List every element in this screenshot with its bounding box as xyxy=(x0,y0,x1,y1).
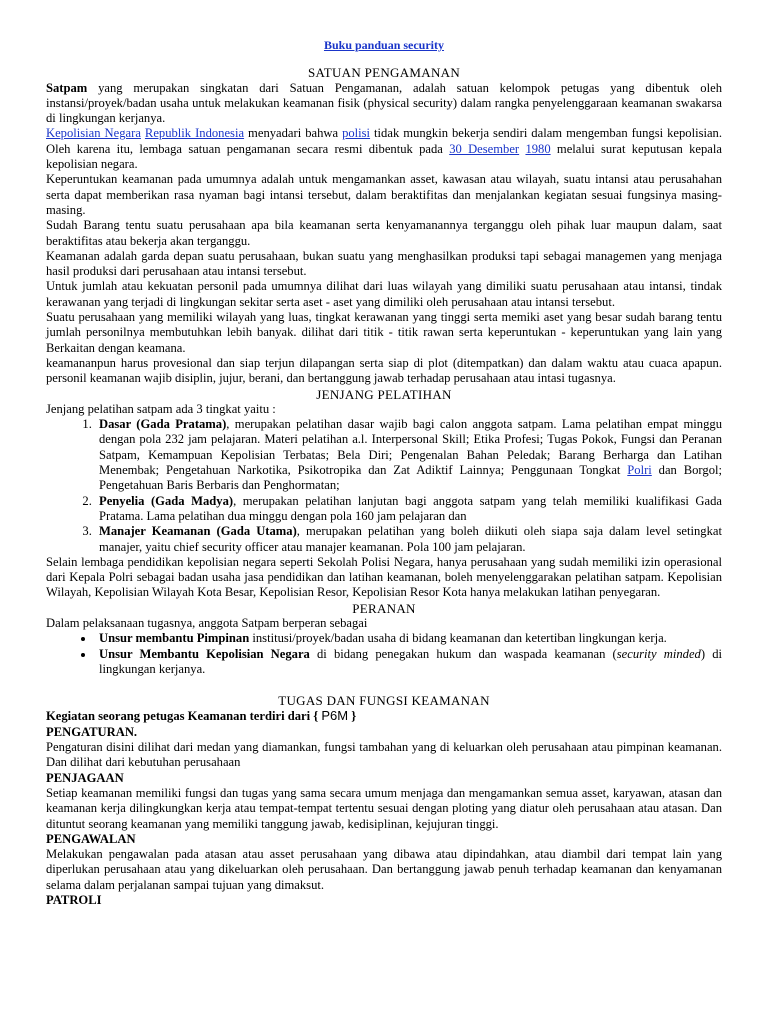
jenjang-intro: Jenjang pelatihan satpam ada 3 tingkat yaitu : xyxy=(46,401,276,416)
link-republik-indonesia[interactable]: Republik Indonesia xyxy=(144,126,245,141)
link-1980[interactable]: 1980 xyxy=(525,141,551,156)
paragraph-kepolisian xyxy=(46,126,722,172)
paragraph-penjagaan: Setiap keamanan memiliki fungsi dan tugas yang sama secara umum menjaga dan mengamankan semua asset, karyawan, atasan dan keamanan kerja dilingkungkan kerja atau tempat-tempat tertentu sesuai dengan ploting yang diatur oleh perusahaan atau atasan. Dan dituntut seorang keamanan yang memiliki tanggung jawab, kedisiplinan, kejujuran tinggi. xyxy=(46,785,722,831)
list-item-unsur-kepolisian xyxy=(95,647,722,678)
list-item-text: institusi/proyek/badan usaha di bidang keamanan dan ketertiban lingkungan kerja. xyxy=(249,631,667,646)
term-security-minded: security minded xyxy=(616,646,701,661)
link-polisi[interactable]: polisi xyxy=(342,126,371,141)
paragraph-sudah-barang: Sudah Barang tentu suatu perusahaan apa bila keamanan serta kenyamanannya terganggu oleh pihak luar maupun dalam, saat beraktifitas atau bekerja akan terganggu. xyxy=(46,218,722,248)
list-item-text: , merupakan pelatihan yang boleh diikuti oleh siapa saja dalam level setingkat manajer, yaitu chief security officer atau manajer keamanan. Pola 100 jam pelajaran. xyxy=(99,524,722,554)
term-unsur-kepolisian: Unsur Membantu Kepolisian Negara xyxy=(99,646,310,661)
paragraph-text: menyadari bahwa xyxy=(244,126,343,141)
tugas-intro-note: P6M xyxy=(321,708,349,724)
list-item-text: , merupakan pelatihan dasar wajib bagi calon anggota satpam. Lama pelatihan empat minggu dengan pola 232 jam pelajaran. Materi pelatihan a.l. Interpersonal Skill; Etika Profesi; Tugas Pokok, Fungsi dan Peranan Satpam, Kemampuan Kepolisian Terbatas; Bela Diri; Pengenalan Bahan Peledak; Barang Berharga dan Latihan Menembak; Pengetahuan Narkotika, Psikotropika dan Zat Adiktif Lainnya; Penggunaan Tongkat xyxy=(99,417,722,478)
paragraph-lembaga-pendidikan: Selain lembaga pendidikan kepolisian negara seperti Sekolah Polisi Negara, hanya perusahaan yang sudah memiliki izin operasional dari Kepala Polri sebagai badan usaha jasa pendidikan dan latihan keamanan, boleh menyelenggarakan pelatihan satpam. Kepolisian Wilayah, Kepolisian Wilayah Kota Besar, Kepolisian Resor, Kepolisian Resor Kota hanya melakukan latihan penyegaran. xyxy=(46,554,722,600)
term-gada-pratama: Dasar (Gada Pratama) xyxy=(99,417,227,432)
paragraph-satpam xyxy=(46,81,722,127)
paragraph-pengawalan: Melakukan pengawalan pada atasan atau asset perusahaan yang dibawa atau dipindahkan, atau diambil dari tempat lain yang diperlukan perusahaan atau yang dikeluarkan oleh perusahaan. Dan bertanggung jawab penuh terhadap keamanan dan kenyamanan selama dalam perjalanan sampai tujuan yang dimaksut. xyxy=(46,847,722,892)
heading-satuan-pengamanan: SATUAN PENGAMANAN xyxy=(307,65,461,81)
tugas-intro-close: } xyxy=(351,709,357,724)
list-item-gada-utama xyxy=(95,524,722,555)
list-item-gada-pratama xyxy=(95,417,722,493)
term-satpam: Satpam xyxy=(46,80,88,95)
paragraph-wilayah-luas: Suatu perusahaan yang memiliki wilayah yang luas, tingkat kerawanan yang tinggi serta memiki aset yang besar sudah barang tentu jumlah personilnya membutuhkan lebih banyak. dilihat dari titik - titik rawan serta keperuntukan - keperuntukan yang lain yang Berkaitan dengan keamana. xyxy=(46,310,722,355)
link-kepolisian-negara[interactable]: Kepolisian Negara xyxy=(46,126,141,141)
paragraph-text: melalui surat keputusan kepala kepolisian negara. xyxy=(46,141,722,172)
paragraph-provesional: keamananpun harus provesional dan siap terjun dilapangan serta siap di plot (ditempatkan) dan dalam waktu atau cuaca apapun. personil keamanan wajib disiplin, jujur, berani, dan bertanggung jawab terhadap perusahaan atau intasi tugasnya. xyxy=(46,355,722,386)
paragraph-text: yang merupakan singkatan dari Satuan Pengamanan, adalah satuan kelompok petugas yang dibentuk oleh instansi/proyek/badan usaha untuk melakukan keamanan fisik (physical security) dalam rangka penyelenggaraan keamanan swakarsa di lingkungan kerjanya. xyxy=(46,80,722,126)
heading-tugas-fungsi: TUGAS DAN FUNGSI KEAMANAN xyxy=(278,693,490,709)
jenjang-list xyxy=(46,417,722,555)
heading-patroli: PATROLI xyxy=(46,893,102,908)
list-item-text: di bidang penegakan hukum dan waspada keamanan ( xyxy=(309,646,617,661)
list-item-unsur-pimpinan xyxy=(95,631,722,646)
term-unsur-pimpinan: Unsur membantu Pimpinan xyxy=(99,631,250,646)
paragraph-keperuntukan: Keperuntukan keamanan pada umumnya adalah untuk mengamankan asset, kawasan atau wilayah, suatu intansi atau perusahahan serta dapat memberikan rasa nyaman bagi intansi tersebut, dalam beraktifitas dan menjalankan kegiatan sesuai fungsinya masing-masing. xyxy=(46,172,722,217)
tugas-intro xyxy=(46,708,722,724)
paragraph-text: tidak mungkin bekerja sendiri dalam mengemban fungsi kepolisian. Oleh karena itu, lembaga satuan pengamanan secara resmi dibentuk pada xyxy=(46,126,723,156)
list-item-text: , merupakan pelatihan lanjutan bagi anggota satpam yang telah memiliki kualifikasi Gada Pratama. Lama pelatihan dua minggu dengan pola 160 jam pelajaran dan xyxy=(99,493,722,523)
paragraph-pengaturan: Pengaturan disini dilihat dari medan yang diamankan, fungsi tambahan yang di keluarkan oleh perusahaan atau pimpinan keamanan. Dan dilihat dari kebutuhan perusahaan xyxy=(46,740,722,770)
title-link[interactable]: Buku panduan security xyxy=(323,38,445,52)
list-item-text: ) di lingkungan kerjanya. xyxy=(99,646,722,676)
tugas-intro-label: Kegiatan seorang petugas Keamanan terdiri dari { xyxy=(46,709,319,724)
paragraph-keamanan-garda: Keamanan adalah garda depan suatu perusahaan, bukan suatu yang menghasilkan produksi tapi sebagai managemen yang menjaga hasil produksi dari perusahaan atau intansi tersebut. xyxy=(46,248,722,279)
term-gada-utama: Manajer Keamanan (Gada Utama) xyxy=(99,524,297,539)
document-title xyxy=(46,38,722,53)
heading-pengaturan: PENGATURAN. xyxy=(46,724,138,739)
link-polri[interactable]: Polri xyxy=(627,463,652,478)
heading-jenjang-pelatihan: JENJANG PELATIHAN xyxy=(316,386,452,402)
paragraph-jumlah-personil: Untuk jumlah atau kekuatan personil pada umumnya dilihat dari luas wilayah yang dimiliki suatu perusahaan atau intansi, tindak kerawanan yang terjadi di lingkungan sekitar serta aset - aset yang dimiliki oleh perusahaan atau intansi tersebut. xyxy=(46,279,722,309)
term-gada-madya: Penyelia (Gada Madya) xyxy=(99,493,234,508)
heading-peranan: PERANAN xyxy=(352,600,416,616)
list-item-text: dan Borgol; Pengetahuan Baris Berbaris dan Penghormatan; xyxy=(99,463,722,493)
peranan-intro: Dalam pelaksanaan tugasnya, anggota Satpam berperan sebagai xyxy=(46,615,368,630)
peranan-list xyxy=(46,631,722,677)
link-30-desember[interactable]: 30 Desember xyxy=(449,141,520,156)
list-item-gada-madya xyxy=(95,494,722,525)
heading-penjagaan: PENJAGAAN xyxy=(46,770,124,785)
heading-pengawalan: PENGAWALAN xyxy=(46,831,136,846)
